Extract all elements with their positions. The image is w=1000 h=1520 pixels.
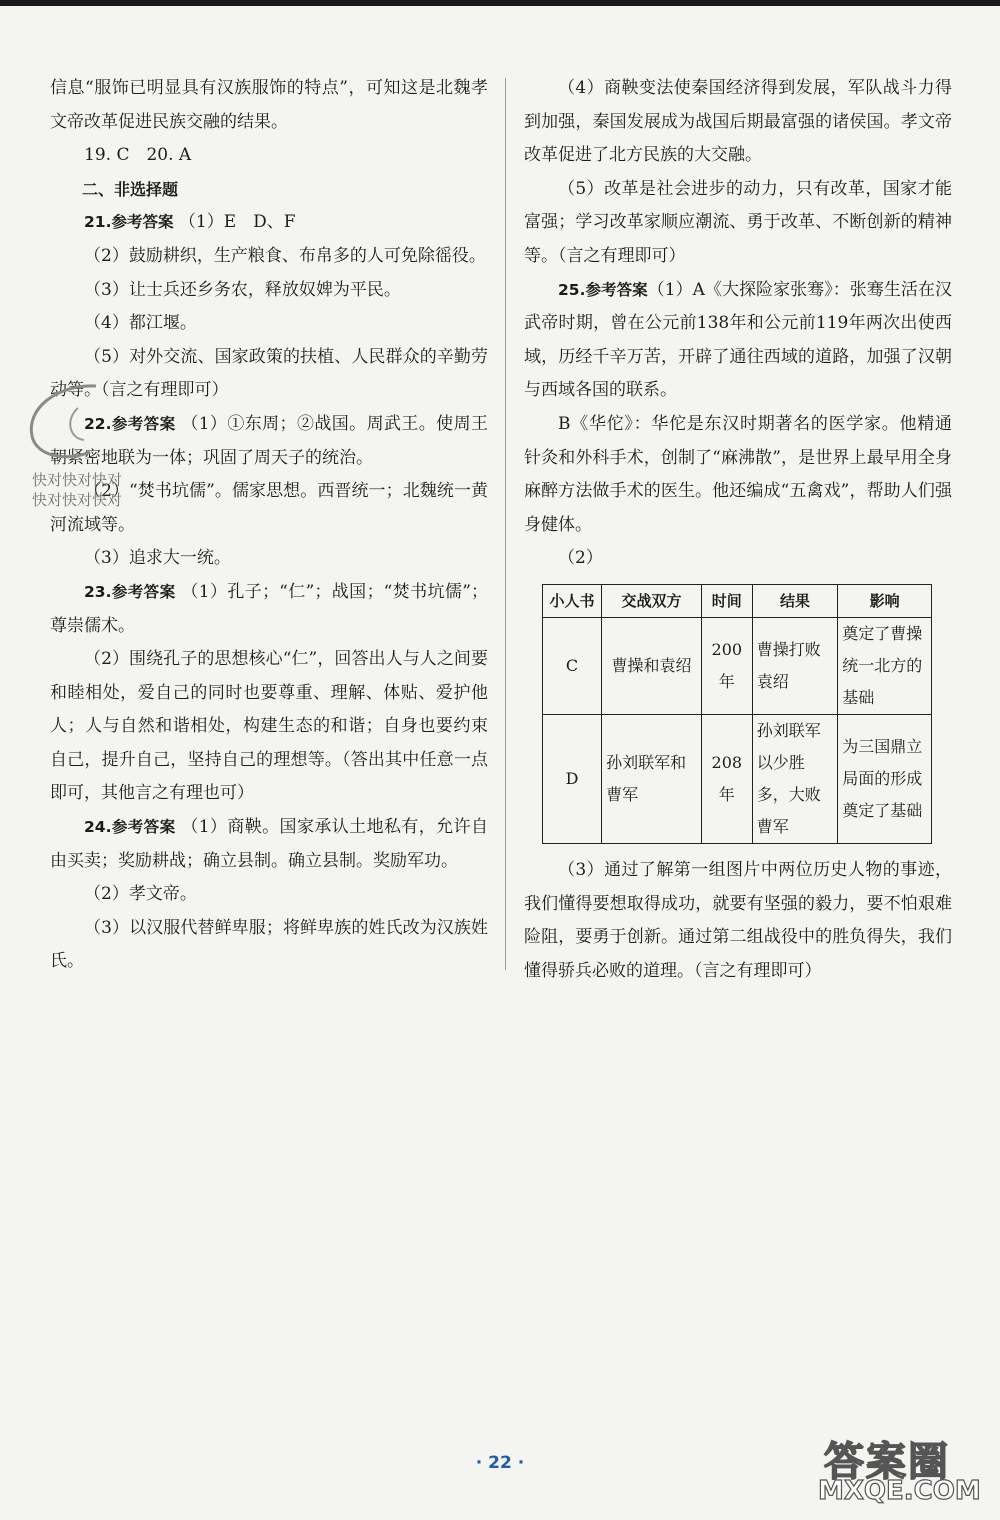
q23-answer-1: 23.参考答案 （1）孔子；“仁”；战国；“焚书坑儒”；尊崇儒术。 (50, 581, 488, 636)
q22-answer-1: 22.参考答案 （1）①东周；②战国。周武王。使周王朝紧密地联为一体；巩固了周天子的统治。 (50, 413, 488, 468)
q25-answer-2: （2） (558, 548, 603, 569)
q22-answer-3: （3）追求大一统。 (84, 548, 231, 569)
q21-answer-3: （3）让士兵还乡务农，释放奴婢为平民。 (84, 279, 401, 300)
table-cell: 奠定了曹操统一北方的基础 (838, 617, 932, 714)
q22-answer-2: （2）“焚书坑儒”。儒家思想。西晋统一；北魏统一黄河流域等。 (50, 481, 488, 535)
logo-domain: MXQE.COM (818, 1476, 981, 1506)
table-cell: C (543, 617, 602, 714)
q25-answer-3: （3）通过了解第一组图片中两位历史人物的事迹，我们懂得要想取得成功，就要有坚强的毅力，要不怕艰难险阻，要勇于创新。通过第二组战役中的胜负得失，我们懂得骄兵必败的道理。（言之有理即可） (524, 859, 952, 981)
table-header: 小人书 (543, 584, 602, 617)
table-row (543, 617, 932, 714)
table-cell: 孙刘联军和曹军 (602, 714, 702, 843)
watermark-text: 快对快对快对 快对快对快对 (32, 471, 123, 509)
top-border (0, 0, 1000, 6)
table-cell: 208年 (701, 714, 752, 843)
table-cell: D (543, 714, 602, 843)
q24-answer-4: （4）商鞅变法使秦国经济得到发展，军队战斗力得到加强，秦国发展成为战国后期最富强的诸侯国。孝文帝改革促进了北方民族的大交融。 (524, 78, 952, 166)
q25-answer-1: 25.参考答案（1）A《大探险家张骞》：张骞生活在汉武帝时期，曾在公元前138年和公元前119年两次出使西域，历经千辛万苦，开辟了通往西域的道路，加强了汉朝与西域各国的联系。 (524, 279, 952, 401)
q21-answer-5: （5）对外交流、国家政策的扶植、人民群众的辛勤劳动等。（言之有理即可） (50, 346, 488, 401)
battle-table (542, 584, 932, 844)
table-cell: 曹操打败袁绍 (752, 617, 838, 714)
table-cell: 为三国鼎立局面的形成奠定了基础 (838, 714, 932, 843)
logo-text: 答案圈 (824, 1439, 950, 1485)
answers-19-20: 19. C 20. A (84, 145, 192, 166)
table-header: 交战双方 (602, 584, 702, 617)
q25-answer-1b: B《华佗》：华佗是东汉时期著名的医学家。他精通针灸和外科手术，创制了“麻沸散”，是世界上最早用全身麻醉方法做手术的医生。他还编成“五禽戏”，帮助人们强身健体。 (524, 413, 952, 535)
q21-answer-4: （4）都江堰。 (84, 313, 197, 334)
q24-answer-1: 24.参考答案 （1）商鞅。国家承认土地私有，允许自由买卖；奖励耕战；确立县制。确立县制。奖励军功。 (50, 817, 488, 871)
table-cell: 曹操和袁绍 (602, 617, 702, 714)
column-divider (505, 78, 506, 970)
right-column (524, 72, 952, 988)
q24-answer-2: （2）孝文帝。 (84, 884, 197, 905)
q24-answer-5: （5）改革是社会进步的动力，只有改革，国家才能富强；学习改革家顺应潮流、勇于改革、不断创新的精神等。（言之有理即可） (524, 178, 952, 266)
table-header-row (543, 584, 932, 617)
paragraph-continued: 信息“服饰已明显具有汉族服饰的特点”，可知这是北魏孝文帝改革促进民族交融的结果。 (50, 78, 488, 132)
section-heading: 二、非选择题 (82, 179, 179, 199)
table-header: 结果 (752, 584, 838, 617)
table-header: 影响 (838, 584, 932, 617)
table-cell: 孙刘联军以少胜多，大败曹军 (752, 714, 838, 843)
left-column (50, 72, 488, 979)
table-row (543, 714, 932, 843)
table-header: 时间 (701, 584, 752, 617)
page-number: · 22 · (475, 1453, 525, 1473)
q21-answer-2: （2）鼓励耕织，生产粮食、布帛多的人可免除徭役。 (84, 245, 486, 266)
q23-answer-2: （2）围绕孔子的思想核心“仁”，回答出人与人之间要和睦相处，爱自己的同时也要尊重、理解、体贴、爱护他人；人与自然和谐相处，构建生态的和谐；自身也要约束自己，提升自己，坚持自己的理想等。（答出其中任意一点即可，其他言之有理也可） (50, 649, 488, 804)
q24-answer-3: （3）以汉服代替鲜卑服；将鲜卑族的姓氏改为汉族姓氏。 (50, 917, 488, 972)
watermark-stamp-icon (18, 378, 138, 466)
site-logo (818, 1430, 988, 1510)
q21-answer-1: 21.参考答案 （1）E D、F (84, 212, 296, 233)
table-cell: 200年 (701, 617, 752, 714)
